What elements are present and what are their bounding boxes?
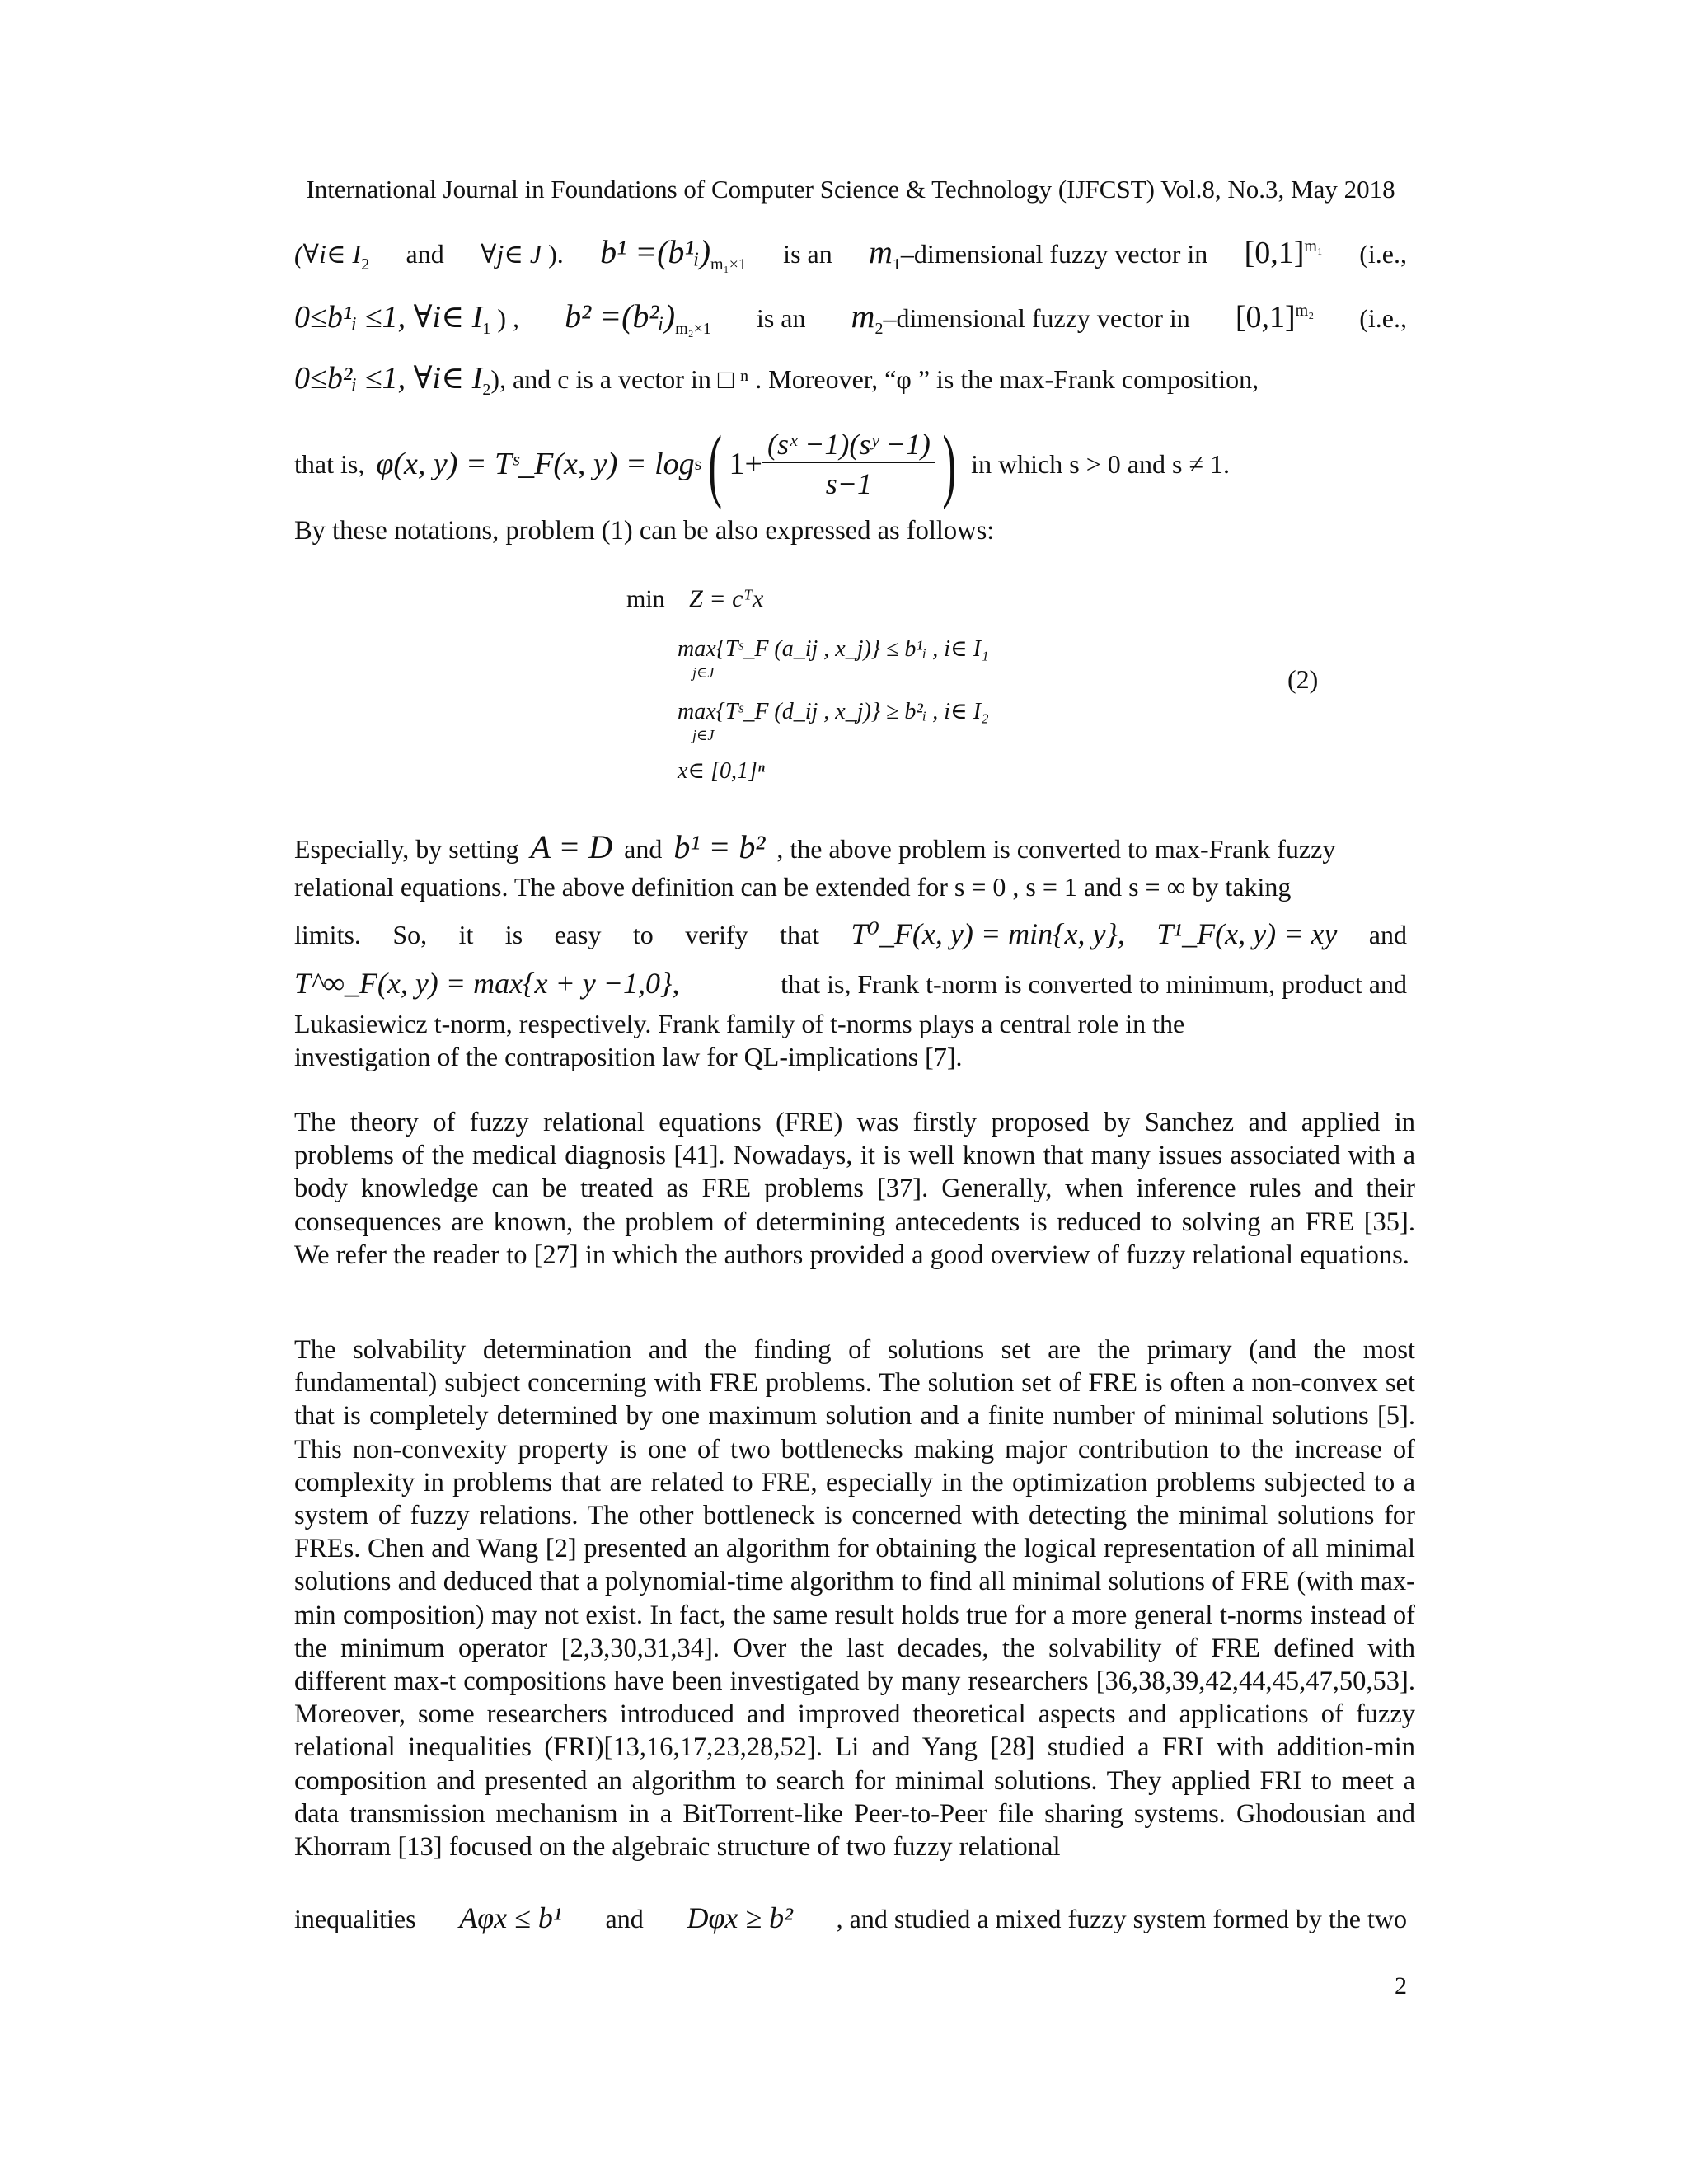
m2-dimension: $m_2$–dimensional fuzzy vector in bbox=[851, 298, 1190, 338]
math-d-phi-x: Dφx ≥ b² bbox=[687, 1901, 793, 1934]
text: and bbox=[624, 834, 663, 864]
text: that is, Frank t-norm is converted to minimum, product and bbox=[781, 969, 1407, 999]
and-word: and bbox=[406, 239, 444, 269]
one-plus: 1+ bbox=[729, 447, 762, 481]
forall-i: (∀i∈ $I_2$ bbox=[294, 239, 370, 274]
page-number: 2 bbox=[1395, 1972, 1407, 1999]
text-line-3 bbox=[294, 359, 1407, 400]
text: So, bbox=[392, 920, 428, 949]
interval: $[0,1]^{m_1}$ bbox=[1244, 236, 1323, 270]
math-a-phi-x: Aφx ≤ b¹ bbox=[459, 1901, 562, 1934]
text: , and studied a mixed fuzzy system formed by the two bbox=[836, 1904, 1407, 1933]
is-an: is an bbox=[783, 239, 832, 269]
m1-dimension: $m_1$–dimensional fuzzy vector in bbox=[869, 233, 1208, 274]
especially-line-2: relational equations. The above definition can be extended for s = 0 , s = 1 and s = ∞ by taking bbox=[294, 872, 1292, 902]
b2-condition: 0≤b²ᵢ ≤1, ∀i∈ $I_2$ bbox=[294, 361, 491, 399]
fraction bbox=[762, 427, 935, 501]
text: limits. bbox=[294, 920, 361, 949]
text-line-2 bbox=[294, 297, 1407, 339]
constraint-2: max{Tˢ_F (d_ij , x_j)} ≥ b²ᵢ , i∈ I₂ bbox=[678, 699, 989, 724]
text: inequalities bbox=[294, 1904, 416, 1933]
fraction-denominator: s−1 bbox=[825, 467, 873, 500]
log-base: s bbox=[694, 453, 702, 474]
text: Especially, by setting bbox=[294, 834, 519, 864]
math-lukasiewicz: T^∞_F(x, y) = max{x + y −1,0}, bbox=[294, 967, 680, 1000]
text: that bbox=[780, 920, 820, 949]
text: and bbox=[1368, 920, 1407, 949]
intro-problem: By these notations, problem (1) can be also expressed as follows: bbox=[294, 516, 995, 546]
constraint-1: max{Tˢ_F (a_ij , x_j)} ≤ b¹ᵢ , i∈ I₁ bbox=[678, 636, 989, 662]
especially-line-1 bbox=[294, 827, 1407, 866]
text: and bbox=[605, 1904, 644, 1933]
text: is bbox=[504, 920, 523, 949]
text-line-1 bbox=[294, 232, 1407, 274]
objective: Z = cᵀx bbox=[689, 585, 764, 612]
forall-j: ∀j∈ J ). bbox=[481, 239, 564, 269]
especially-line-6: investigation of the contraposition law for QL-implications [7]. bbox=[294, 1042, 963, 1071]
especially-line-4 bbox=[294, 966, 1407, 1001]
text: easy bbox=[554, 920, 602, 949]
that-is: that is, bbox=[294, 448, 365, 479]
b1-definition: $b^1 =(b^1ᵢ)_{m_1\times 1}$ bbox=[600, 233, 747, 274]
right-paren: ) bbox=[942, 418, 956, 510]
constraint-1-index: j∈J bbox=[692, 664, 715, 681]
left-paren: ( bbox=[708, 418, 723, 510]
journal-header: International Journal in Foundations of Computer Science & Technology (IJFCST) Vol.8, No.3, May 2018 bbox=[306, 175, 1395, 204]
b1-condition: 0≤b¹ᵢ ≤1, ∀i∈ $I_1$ ) , bbox=[294, 300, 520, 338]
ie: (i.e., bbox=[1359, 303, 1407, 333]
especially-line-3 bbox=[294, 916, 1407, 951]
objective-row bbox=[626, 585, 763, 613]
constraint-2-index: j∈J bbox=[692, 727, 715, 743]
text: to bbox=[632, 920, 654, 949]
fraction-numerator: (sˣ −1)(sʸ −1) bbox=[762, 427, 935, 463]
math-b1-eq-b2: b¹ = b² bbox=[673, 828, 766, 865]
math-product: T¹_F(x, y) = xy bbox=[1156, 917, 1338, 950]
b2-definition: $b^2 =(b^2ᵢ)_{m_2\times 1}$ bbox=[565, 298, 711, 338]
paragraph-theory: The theory of fuzzy relational equations (FRE) was firstly proposed by Sanchez and applied in problems of the medical diagnosis [41]. Nowadays, it is well known that many issues associated with a body knowledge can be treated as FRE problems [37]. Generally, when inference rules and their consequences are known, the problem of determining antecedents is reduced to solving an FRE [35]. We refer the reader to [27] in which the authors provided a good overview of fuzzy relational equations. bbox=[294, 1108, 1415, 1270]
phi-lhs: φ(x, y) = Tˢ_F(x, y) = log bbox=[376, 447, 695, 481]
text: verify bbox=[685, 920, 748, 949]
last-line bbox=[294, 1900, 1407, 1935]
min-label: min bbox=[626, 585, 665, 612]
math-a-eq-d: A = D bbox=[530, 828, 613, 865]
domain-constraint: x∈ [0,1]ⁿ bbox=[678, 758, 765, 784]
paragraph-solvability: The solvability determination and the finding of solutions set are the primary (and the most fundamental) subject concerning with FRE problems. The solution set of FRE is often a non-convex set that is completely determined by one maximum solution and a finite number of minimal solutions [5]. This non-convexity property is one of two bottlenecks making major contribution to the increase of complexity in problems that are related to FRE, especially in the optimization problems subjected to a system of fuzzy relations. The other bottleneck is concerned with detecting the minimal solutions for FREs. Chen and Wang [2] presented an algorithm for obtaining the logical representation of all minimal solutions and deduced that a polynomial-time algorithm to find all minimal solutions of FRE (with max-min composition) may not exist. In fact, the same result holds true for a more general t-norms instead of the minimum operator [2,3,30,31,34]. Over the last decades, the solvability of FRE defined with different max-t compositions have been investigated by many researchers [36,38,39,42,44,45,47,50,53]. Moreover, some researchers introduced and improved theoretical aspects and applications of fuzzy relational inequalities (FRI)[13,16,17,23,28,52]. Li and Yang [28] studied a FRI with addition-min composition and presented an algorithm to search for minimal solutions. They applied FRI to meet a data transmission mechanism in a BitTorrent-like Peer-to-Peer file sharing systems. Ghodousian and Khorram [13] focused on the algebraic structure of two fuzzy relational bbox=[294, 1335, 1415, 1863]
line3-rest: ), and c is a vector in □ ⁿ . Moreover, “φ ” is the max-Frank composition, bbox=[490, 364, 1259, 394]
is-an: is an bbox=[756, 303, 806, 333]
text: it bbox=[458, 920, 474, 949]
interval: $[0,1]^{m_2}$ bbox=[1235, 300, 1315, 335]
text: , the above problem is converted to max-Frank fuzzy bbox=[776, 834, 1336, 864]
in-which: in which s > 0 and s ≠ 1. bbox=[971, 448, 1230, 479]
math-min: T⁰_F(x, y) = min{x, y}, bbox=[851, 917, 1125, 950]
ie: (i.e., bbox=[1359, 239, 1407, 269]
phi-definition bbox=[294, 410, 1230, 518]
especially-line-5: Lukasiewicz t-norm, respectively. Frank family of t-norms plays a central role in the bbox=[294, 1009, 1185, 1038]
equation-number: (2) bbox=[1287, 664, 1319, 694]
